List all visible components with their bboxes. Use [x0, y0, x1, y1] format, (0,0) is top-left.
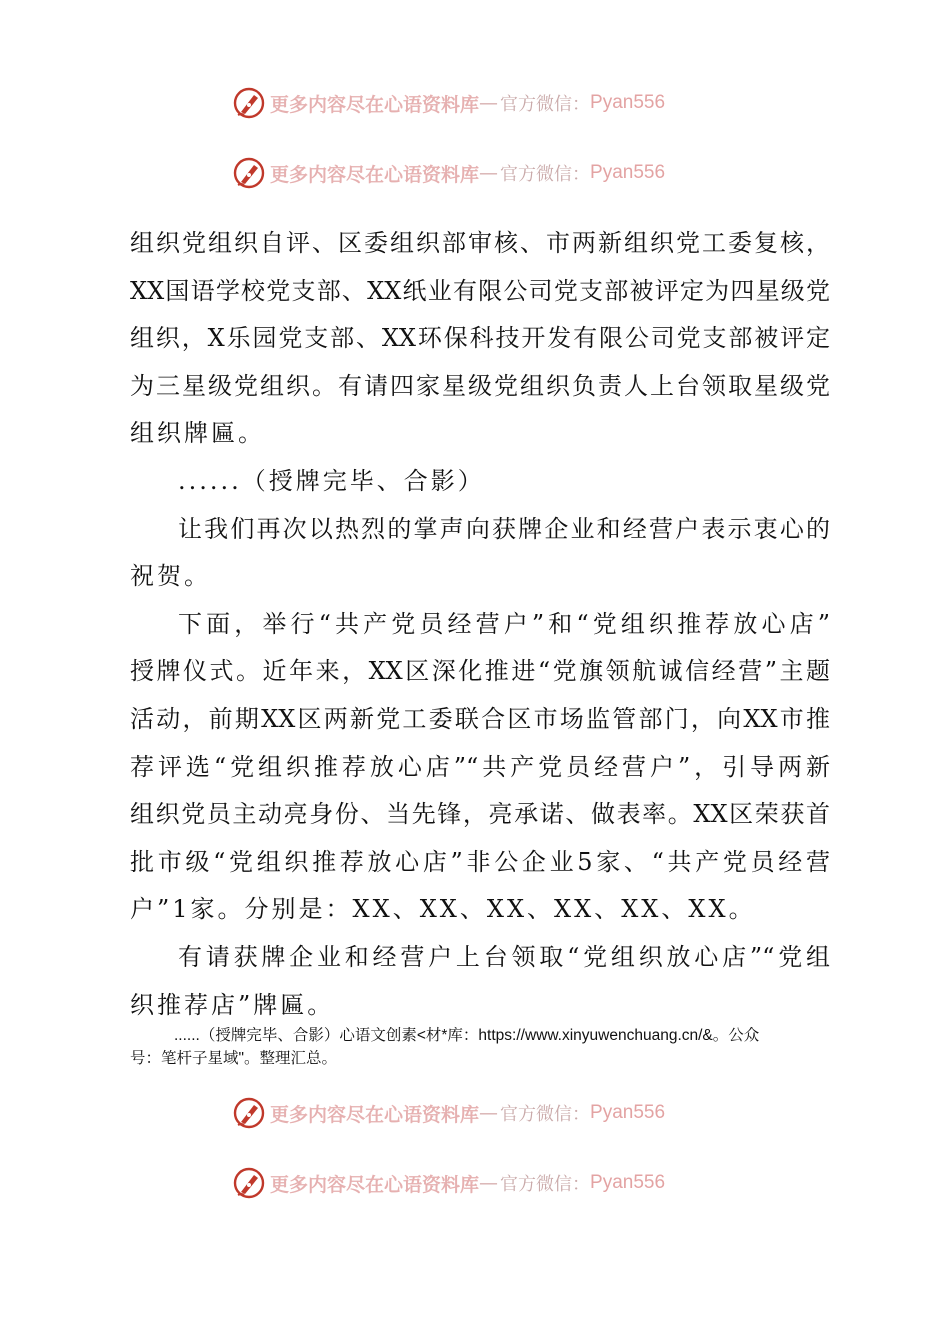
pen-nib-logo-icon [232, 1166, 266, 1200]
text-line: 祝贺。 [130, 562, 211, 591]
text-line: 组织党组织自评、区委组织部审核、市两新组织党工委复核， [130, 229, 830, 257]
pen-nib-logo-icon [232, 156, 266, 190]
text-line: 为三星级党组织。有请四家星级党组织负责人上台领取星级党 [130, 371, 830, 400]
watermark-wechat-id: Pyan556 [590, 92, 666, 113]
watermark-wechat-label: 官方微信： [500, 1174, 591, 1195]
watermark-wechat-id: Pyan556 [590, 1102, 666, 1123]
source-note-line: 号：笔杆子星域"。整理汇总。 [130, 1050, 338, 1067]
watermark-brand-text: 更多内容尽在心语资料库 [270, 1173, 480, 1196]
text-line: 下面，举行“共产党员经营户”和“党组织推荐放心店” [178, 609, 830, 638]
watermark-banner [232, 1166, 732, 1200]
text-line: 户”1家。分别是：XX、XX、XX、XX、XX、XX。 [130, 895, 756, 924]
pen-nib-logo-icon [232, 86, 266, 120]
watermark-wechat-label: 官方微信： [500, 164, 591, 185]
text-line: ......（授牌完毕、合影） [178, 466, 485, 495]
source-note [130, 1024, 835, 1070]
text-line: 让我们再次以热烈的掌声向获牌企业和经营户表示衷心的 [178, 514, 830, 543]
pen-nib-logo-icon [232, 1096, 266, 1130]
watermark-dash: — [479, 162, 499, 184]
text-line: 荐评选“党组织推荐放心店”“共产党员经营户”，引导两新 [130, 752, 830, 781]
text-line: 组织党员主动亮身份、当先锋，亮承诺、做表率。XX区荣获首 [130, 800, 830, 829]
watermark-wechat-id: Pyan556 [590, 1172, 666, 1193]
text-line: 有请获牌企业和经营户上台领取“党组织放心店”“党组 [178, 942, 830, 971]
watermark-brand-text: 更多内容尽在心语资料库 [270, 1103, 480, 1126]
watermark-dash: — [479, 1102, 499, 1124]
watermark-wechat-label: 官方微信： [500, 94, 591, 115]
source-note-line: ......（授牌完毕、合影）心语文创素<材*库：https://www.xinyuwenchuang.cn/&。公众 [174, 1027, 760, 1044]
watermark-banner [232, 1096, 732, 1130]
watermark-banner [232, 86, 732, 120]
document-body [130, 220, 830, 1029]
text-line: 批市级“党组织推荐放心店”非公企业5家、“共产党员经营 [130, 847, 830, 876]
watermark-brand-text: 更多内容尽在心语资料库 [270, 93, 480, 116]
text-line: 授牌仪式。近年来，XX区深化推进“党旗领航诚信经营”主题 [130, 657, 830, 686]
watermark-dash: — [479, 92, 499, 114]
text-line: 织推荐店”牌匾。 [130, 990, 335, 1019]
watermark-banner [232, 156, 732, 190]
text-line: 组织牌匾。 [130, 419, 265, 448]
text-line: 组织，X乐园党支部、XX环保科技开发有限公司党支部被评定 [130, 324, 830, 353]
watermark-brand-text: 更多内容尽在心语资料库 [270, 163, 480, 186]
watermark-dash: — [479, 1172, 499, 1194]
text-line: 活动，前期XX区两新党工委联合区市场监管部门，向XX市推 [130, 704, 830, 733]
watermark-wechat-label: 官方微信： [500, 1104, 591, 1125]
text-line: XX国语学校党支部、XX纸业有限公司党支部被评定为四星级党 [130, 276, 830, 305]
watermark-wechat-id: Pyan556 [590, 162, 666, 183]
